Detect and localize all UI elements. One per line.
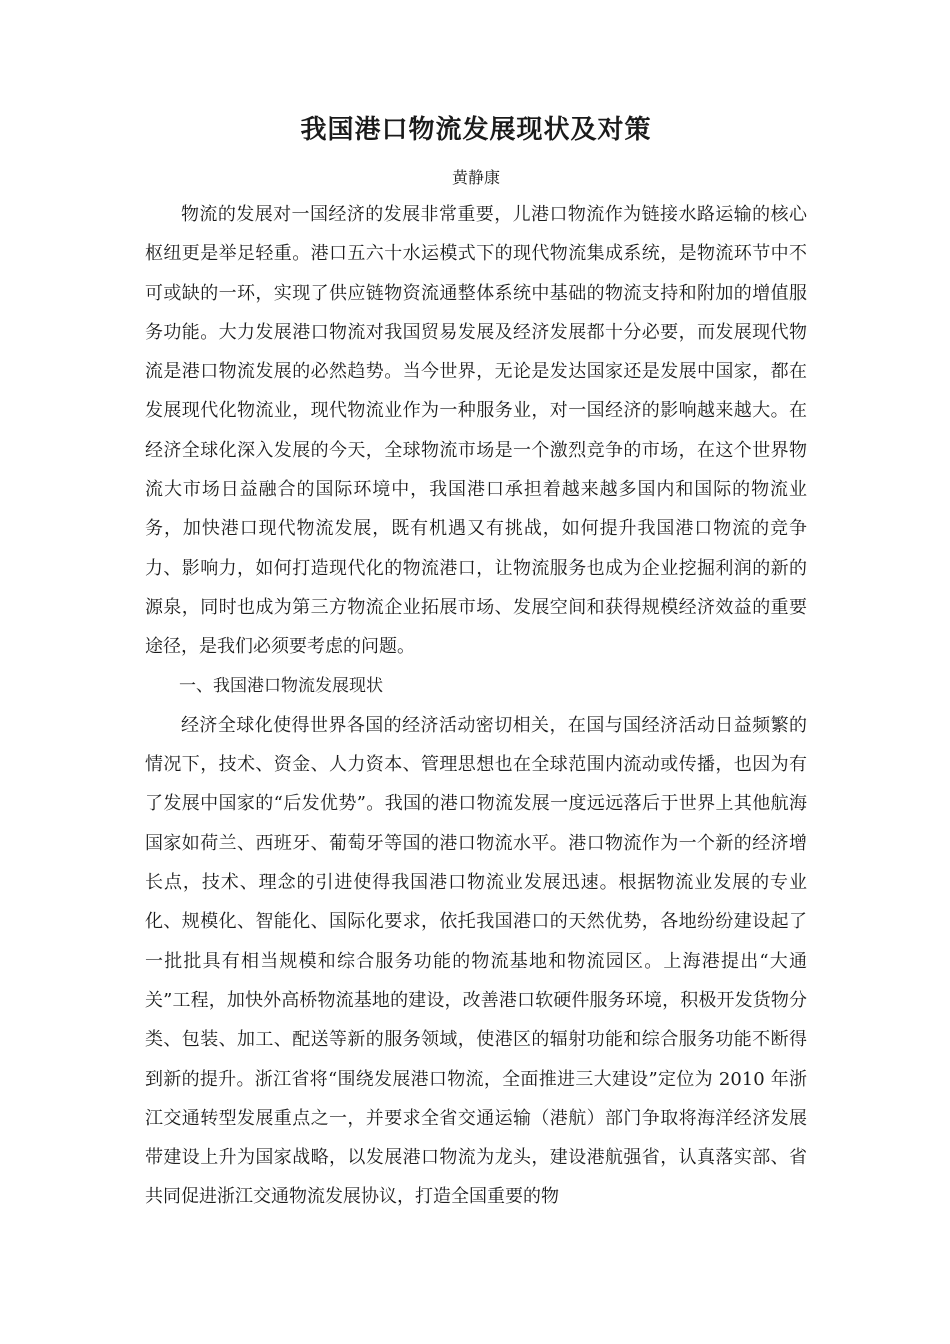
body-paragraph: 经济全球化使得世界各国的经济活动密切相关，在国与国经济活动日益频繁的情况下，技术、资金、人力资本、管理思想也在全球范围内流动或传播，也因为有了发展中国家的“后发优势”。我国的港口物流发展一度远远落后于世界上其他航海国家如荷兰、西班牙、葡萄牙等国的港口物流水平。港口物流作为一个新的经济增长点，技术、理念的引进使得我国港口物流业发展迅速。根据物流业发展的专业化、规模化、智能化、国际化要求，依托我国港口的天然优势，各地纷纷建设起了一批批具有相当规模和综合服务功能的物流基地和物流园区。上海港提出“大通关”工程，加快外高桥物流基地的建设，改善港口软硬件服务环境，积极开发货物分类、包装、加工、配送等新的服务领域，使港区的辐射功能和综合服务功能不断得到新的提升。浙江省将“围绕发展港口物流，全面推进三大建设”定位为 2010 年浙江交通转型发展重点之一，并要求全省交通运输（港航）部门争取将海洋经济发展带建设上升为国家战略，以发展港口物流为龙头，建设港航强省，认真落实部、省共同促进浙江交通物流发展协议，打造全国重要的物 (145, 714, 807, 1208)
author-name: 黄静康 (451, 168, 500, 187)
section-heading: 一、我国港口物流发展现状 (179, 675, 383, 696)
intro-paragraph: 物流的发展对一国经济的发展非常重要，儿港口物流作为链接水路运输的核心枢纽更是举足轻重。港口五六十水运模式下的现代物流集成系统，是物流环节中不可或缺的一环，实现了供应链物资流通整体系统中基础的物流支持和附加的增值服务功能。大力发展港口物流对我国贸易发展及经济发展都十分必要，而发展现代物流是港口物流发展的必然趋势。当今世界，无论是发达国家还是发展中国家，都在发展现代化物流业，现代物流业作为一种服务业，对一国经济的影响越来越大。在经济全球化深入发展的今天，全球物流市场是一个激烈竞争的市场，在这个世界物流大市场日益融合的国际环境中，我国港口承担着越来越多国内和国际的物流业务，加快港口现代物流发展，既有机遇又有挑战，如何提升我国港口物流的竞争力、影响力，如何打造现代化的物流港口，让物流服务也成为企业挖掘利润的新的源泉，同时也成为第三方物流企业拓展市场、发展空间和获得规模经济效益的重要途径，是我们必须要考虑的问题。 (145, 204, 807, 658)
document-title: 我国港口物流发展现状及对策 (300, 115, 652, 145)
document-page (145, 110, 807, 1217)
